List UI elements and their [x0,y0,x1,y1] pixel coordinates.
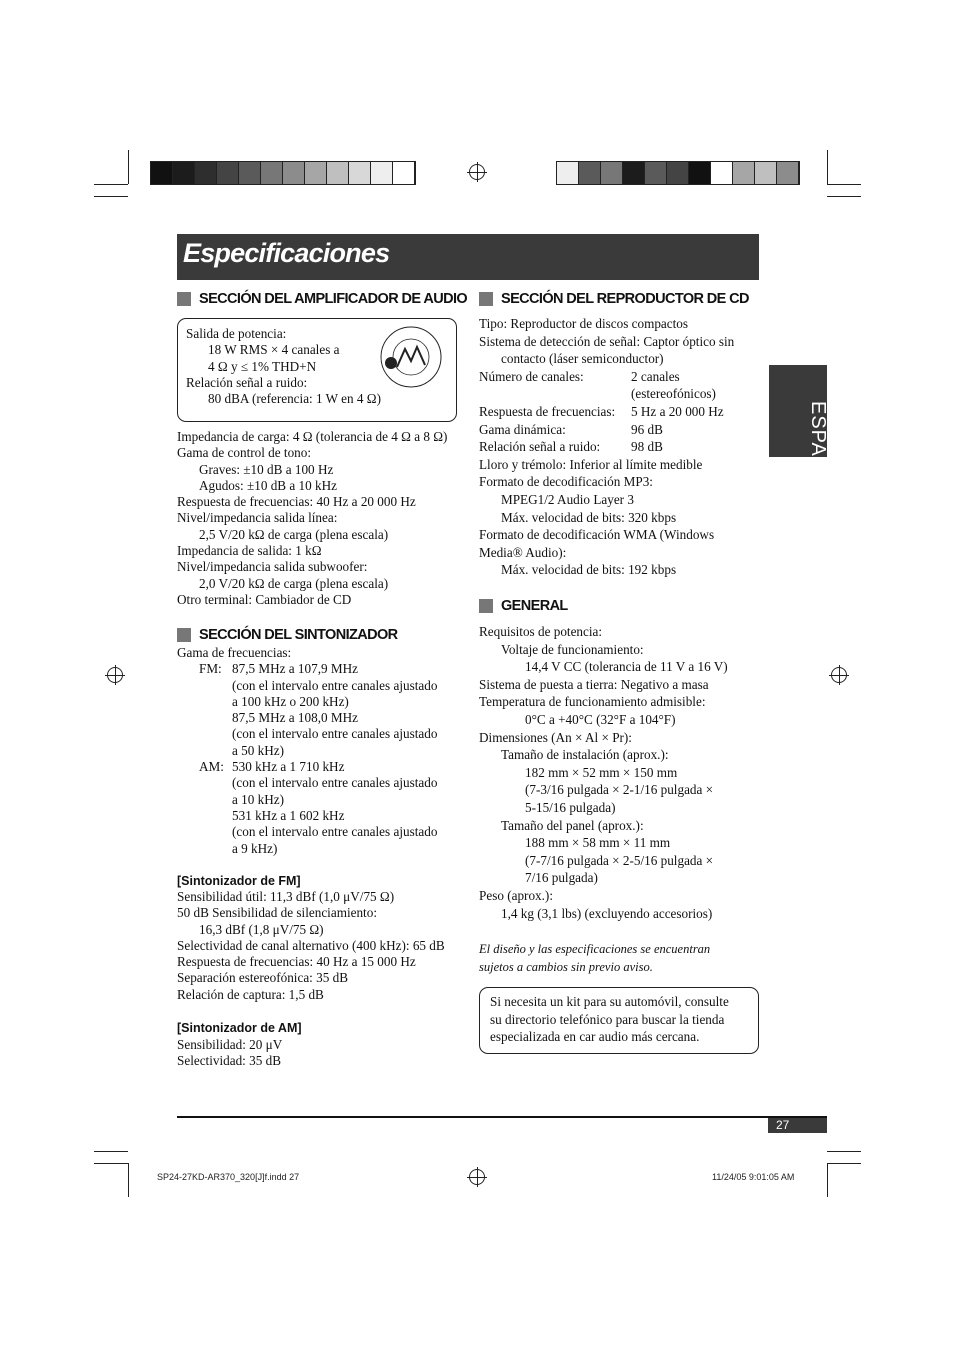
crop-mark [94,1163,128,1164]
disclaimer: El diseño y las especificaciones se encuentran sujetos a cambios sin previo aviso. [479,942,711,974]
fm-tuner-subheading: [Sintonizador de FM] [177,874,301,888]
cea-compliance-seal-icon [379,325,443,389]
cd-specs: Tipo: Reproductor de discos compactos Sistema de detección de señal: Captor óptico sin contacto (láser semiconductor) Número de canales: 2 canales (estereofónicos) Respuesta de frecuencias: 5 Hz a 20 000 Hz Gama dinámica: 96 dB Relación señal a ruido: 98 dB Lloro y trémolo: Inferior al límite medible Formato de decodificación MP3: MPEG1/2 Audio Layer 3 Máx. velocidad de bits: 320 kbps Formato de decodificación WMA (Windows Media® Audio): Máx. velocidad de bits: 192 kbps [479,316,735,578]
page-title: Especificaciones [183,238,390,268]
crop-mark [94,196,128,197]
registration-mark-icon [831,667,847,683]
crop-mark [94,1151,128,1152]
footer-rule [177,1116,827,1118]
heading-square-icon [177,628,191,642]
page-number: 27 [768,1118,827,1133]
registration-mark-icon [469,164,485,180]
crop-mark [827,184,861,185]
am-tuner-specs: Sensibilidad: 20 μV Selectividad: 35 dB [177,1037,283,1069]
fm-tuner-specs: Sensibilidad útil: 11,3 dBf (1,0 μV/75 Ω) 50 dB Sensibilidad de silenciamiento: 16,3 dBf (1,8 μV/75 Ω) Selectividad de canal alternativo (400 kHz): 65 dB Respuesta de frecuencias: 40 Hz a 15 000 Hz Separación estereofónica: 35 dB Relación de captura: 1,5 dB [177,889,445,1002]
language-tab-label: ESPAÑOL [807,401,829,501]
title-bar [177,234,759,280]
crop-mark [128,1163,129,1197]
cd-heading: SECCIÓN DEL REPRODUCTOR DE CD [479,291,749,307]
crop-mark [827,150,828,184]
crop-mark [827,1163,828,1197]
registration-mark-icon [107,667,123,683]
tuner-specs: Gama de frecuencias: FM: 87,5 MHz a 107,9 MHz (con el intervalo entre canales ajustado a 100 kHz o 200 kHz) 87,5 MHz a 108,0 MHz (con el intervalo entre canales ajustado a 50 kHz) AM: 530 kHz a 1 710 kHz (con el intervalo entre canales ajustado a 10 kHz) 531 kHz a 1 602 kHz (con el intervalo entre canales ajustado a 9 kHz) [177,645,438,856]
color-swatch-bar-left [150,161,416,185]
general-heading: GENERAL [479,598,568,614]
heading-square-icon [479,599,493,613]
car-kit-note-text: Si necesita un kit para su automóvil, consulte su directorio telefónico para buscar la tienda especializada en car audio más cercana. [490,994,729,1045]
amplifier-specs: Impedancia de carga: 4 Ω (tolerancia de 4 Ω a 8 Ω) Gama de control de tono: Graves: ±10 dB a 100 Hz Agudos: ±10 dB a 10 kHz Respuesta de frecuencias: 40 Hz a 20 000 Hz Nivel/impedancia salida línea: 2,5 V/20 kΩ de carga (plena escala) Impedancia de salida: 1 kΩ Nivel/impedancia salida subwoofer: 2,0 V/20 kΩ de carga (plena escala) Otro terminal: Cambiador de CD [177,429,448,607]
car-kit-note-box [479,987,759,1054]
am-tuner-subheading: [Sintonizador de AM] [177,1021,302,1035]
slug-date: 11/24/05 9:01:05 AM [712,1172,795,1182]
tuner-heading: SECCIÓN DEL SINTONIZADOR [177,627,398,643]
heading-square-icon [479,292,493,306]
crop-mark [827,1151,861,1152]
crop-mark [128,150,129,184]
amplifier-box-text: Salida de potencia: 18 W RMS × 4 canales a 4 Ω y ≤ 1% THD+N Relación señal a ruido: 80 dBA (referencia: 1 W en 4 Ω) [186,326,382,407]
amplifier-heading: SECCIÓN DEL AMPLIFICADOR DE AUDIO [177,291,467,307]
slug-file: SP24-27KD-AR370_320[J]f.indd 27 [157,1172,300,1182]
general-specs: Requisitos de potencia: Voltaje de funcionamiento: 14,4 V CC (tolerancia de 11 V a 16 V) Sistema de puesta a tierra: Negativo a masa Temperatura de funcionamiento admisible: 0°C a +40°C (32°F a 104°F) Dimensiones (An × Al × Pr): Tamaño de instalación (aprox.): 182 mm × 52 mm × 150 mm (7-3/16 pulgada × 2-1/16 pulgada × 5-15/16 pulgada) Tamaño del panel (aprox.): 188 mm × 58 mm × 11 mm (7-7/16 pulgada × 2-5/16 pulgada × 7/16 pulgada) Peso (aprox.): 1,4 kg (3,1 lbs) (excluyendo accesorios) [479,624,728,921]
crop-mark [827,1163,861,1164]
language-tab [769,365,829,501]
heading-square-icon [177,292,191,306]
crop-mark [827,196,861,197]
registration-mark-icon [469,1169,485,1185]
color-swatch-bar-right [556,161,800,185]
crop-mark [94,184,128,185]
